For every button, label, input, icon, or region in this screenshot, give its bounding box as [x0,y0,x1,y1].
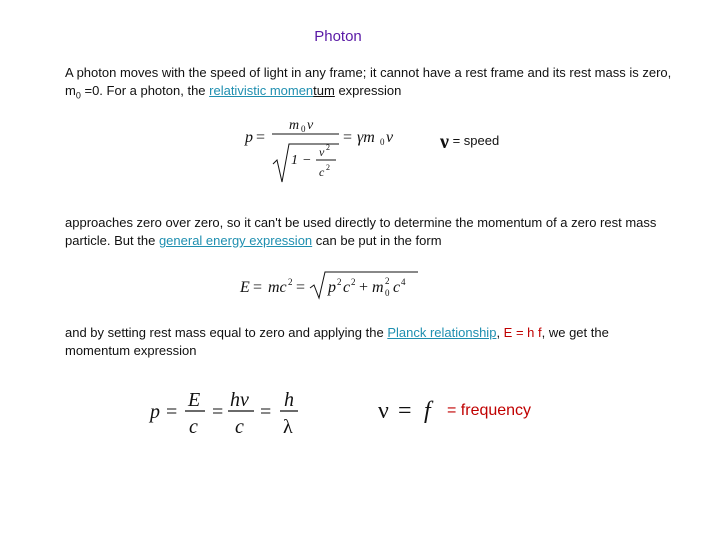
svg-text:=: = [398,398,412,424]
speed-annotation [440,128,499,151]
second-text-2: can be put in the form [312,233,442,248]
svg-text:λ: λ [283,416,293,438]
svg-text:ν: ν [378,398,389,424]
svg-text:v: v [319,145,325,159]
svg-text:c: c [319,165,325,179]
svg-text:=: = [212,401,224,423]
planck-formula: E = h f [503,325,542,340]
svg-text:2: 2 [351,277,356,287]
svg-text:2: 2 [288,277,293,287]
third-text-3: , we get the momentum expression [65,325,609,358]
svg-text:v: v [307,118,314,133]
svg-text:c: c [393,279,401,296]
svg-text:=: = [343,129,353,146]
svg-text:m: m [372,279,384,296]
rest-mass-subscript: 0 [75,90,81,101]
speed-label: = speed [452,133,500,148]
general-energy-expression-link[interactable]: general energy expression [158,233,313,248]
svg-text:1: 1 [291,153,298,168]
second-paragraph [65,214,675,250]
svg-text:p: p [328,279,336,296]
svg-text:2: 2 [385,276,390,286]
relativistic-momentum-link[interactable]: relativistic momen [209,83,314,98]
svg-text:0: 0 [380,137,385,147]
intro-paragraph [65,64,675,105]
frequency-label: = frequency [447,402,532,419]
svg-text:−: − [303,153,311,168]
svg-text:=: = [256,129,266,146]
svg-text:2: 2 [337,277,342,287]
svg-text:hν: hν [230,389,249,411]
svg-text:=: = [253,279,263,296]
svg-text:v: v [386,129,394,146]
svg-text:=: = [166,401,178,423]
svg-text:=: = [260,401,272,423]
relativistic-momentum-equation [243,116,398,188]
svg-text:c: c [343,279,351,296]
svg-text:c: c [189,416,198,438]
third-text: and by setting rest mass equal to zero and applying the [65,325,388,340]
svg-text:f: f [424,398,431,424]
svg-text:2: 2 [326,163,330,172]
momentum-tum-text: tum [313,83,335,98]
energy-equation [238,268,428,302]
svg-text:+: + [359,279,369,296]
svg-text:=: = [296,279,306,296]
svg-text:h: h [284,389,294,411]
nu-equals-f [376,394,446,424]
intro-text-3: expression [334,83,402,98]
third-text-2: , [496,325,504,340]
svg-text:p: p [150,401,160,423]
third-paragraph [65,324,675,360]
nu-symbol: ν [440,131,449,153]
svg-text:E: E [188,389,201,411]
second-text: approaches zero over zero, so it can't be used directly to determine the momentum of a zero rest mass particle. But the [65,215,657,248]
svg-text:0: 0 [301,124,306,134]
photon-momentum-equation [148,384,308,440]
svg-text:p: p [245,129,253,146]
svg-text:m: m [289,118,300,133]
svg-text:E: E [240,279,250,296]
svg-text:mc: mc [268,279,287,296]
svg-text:4: 4 [401,277,406,287]
svg-text:2: 2 [326,143,330,152]
svg-text:γm: γm [357,129,375,146]
planck-relationship-link[interactable]: Planck relationship [387,325,497,340]
intro-text-2: =0. For a photon, the [80,83,210,98]
svg-text:c: c [235,416,244,438]
svg-text:0: 0 [385,288,390,298]
page-title: Photon [314,28,362,45]
intro-text: A photon moves with the speed of light in any frame; it cannot have a rest frame and its rest mass is zero, m [65,65,672,98]
